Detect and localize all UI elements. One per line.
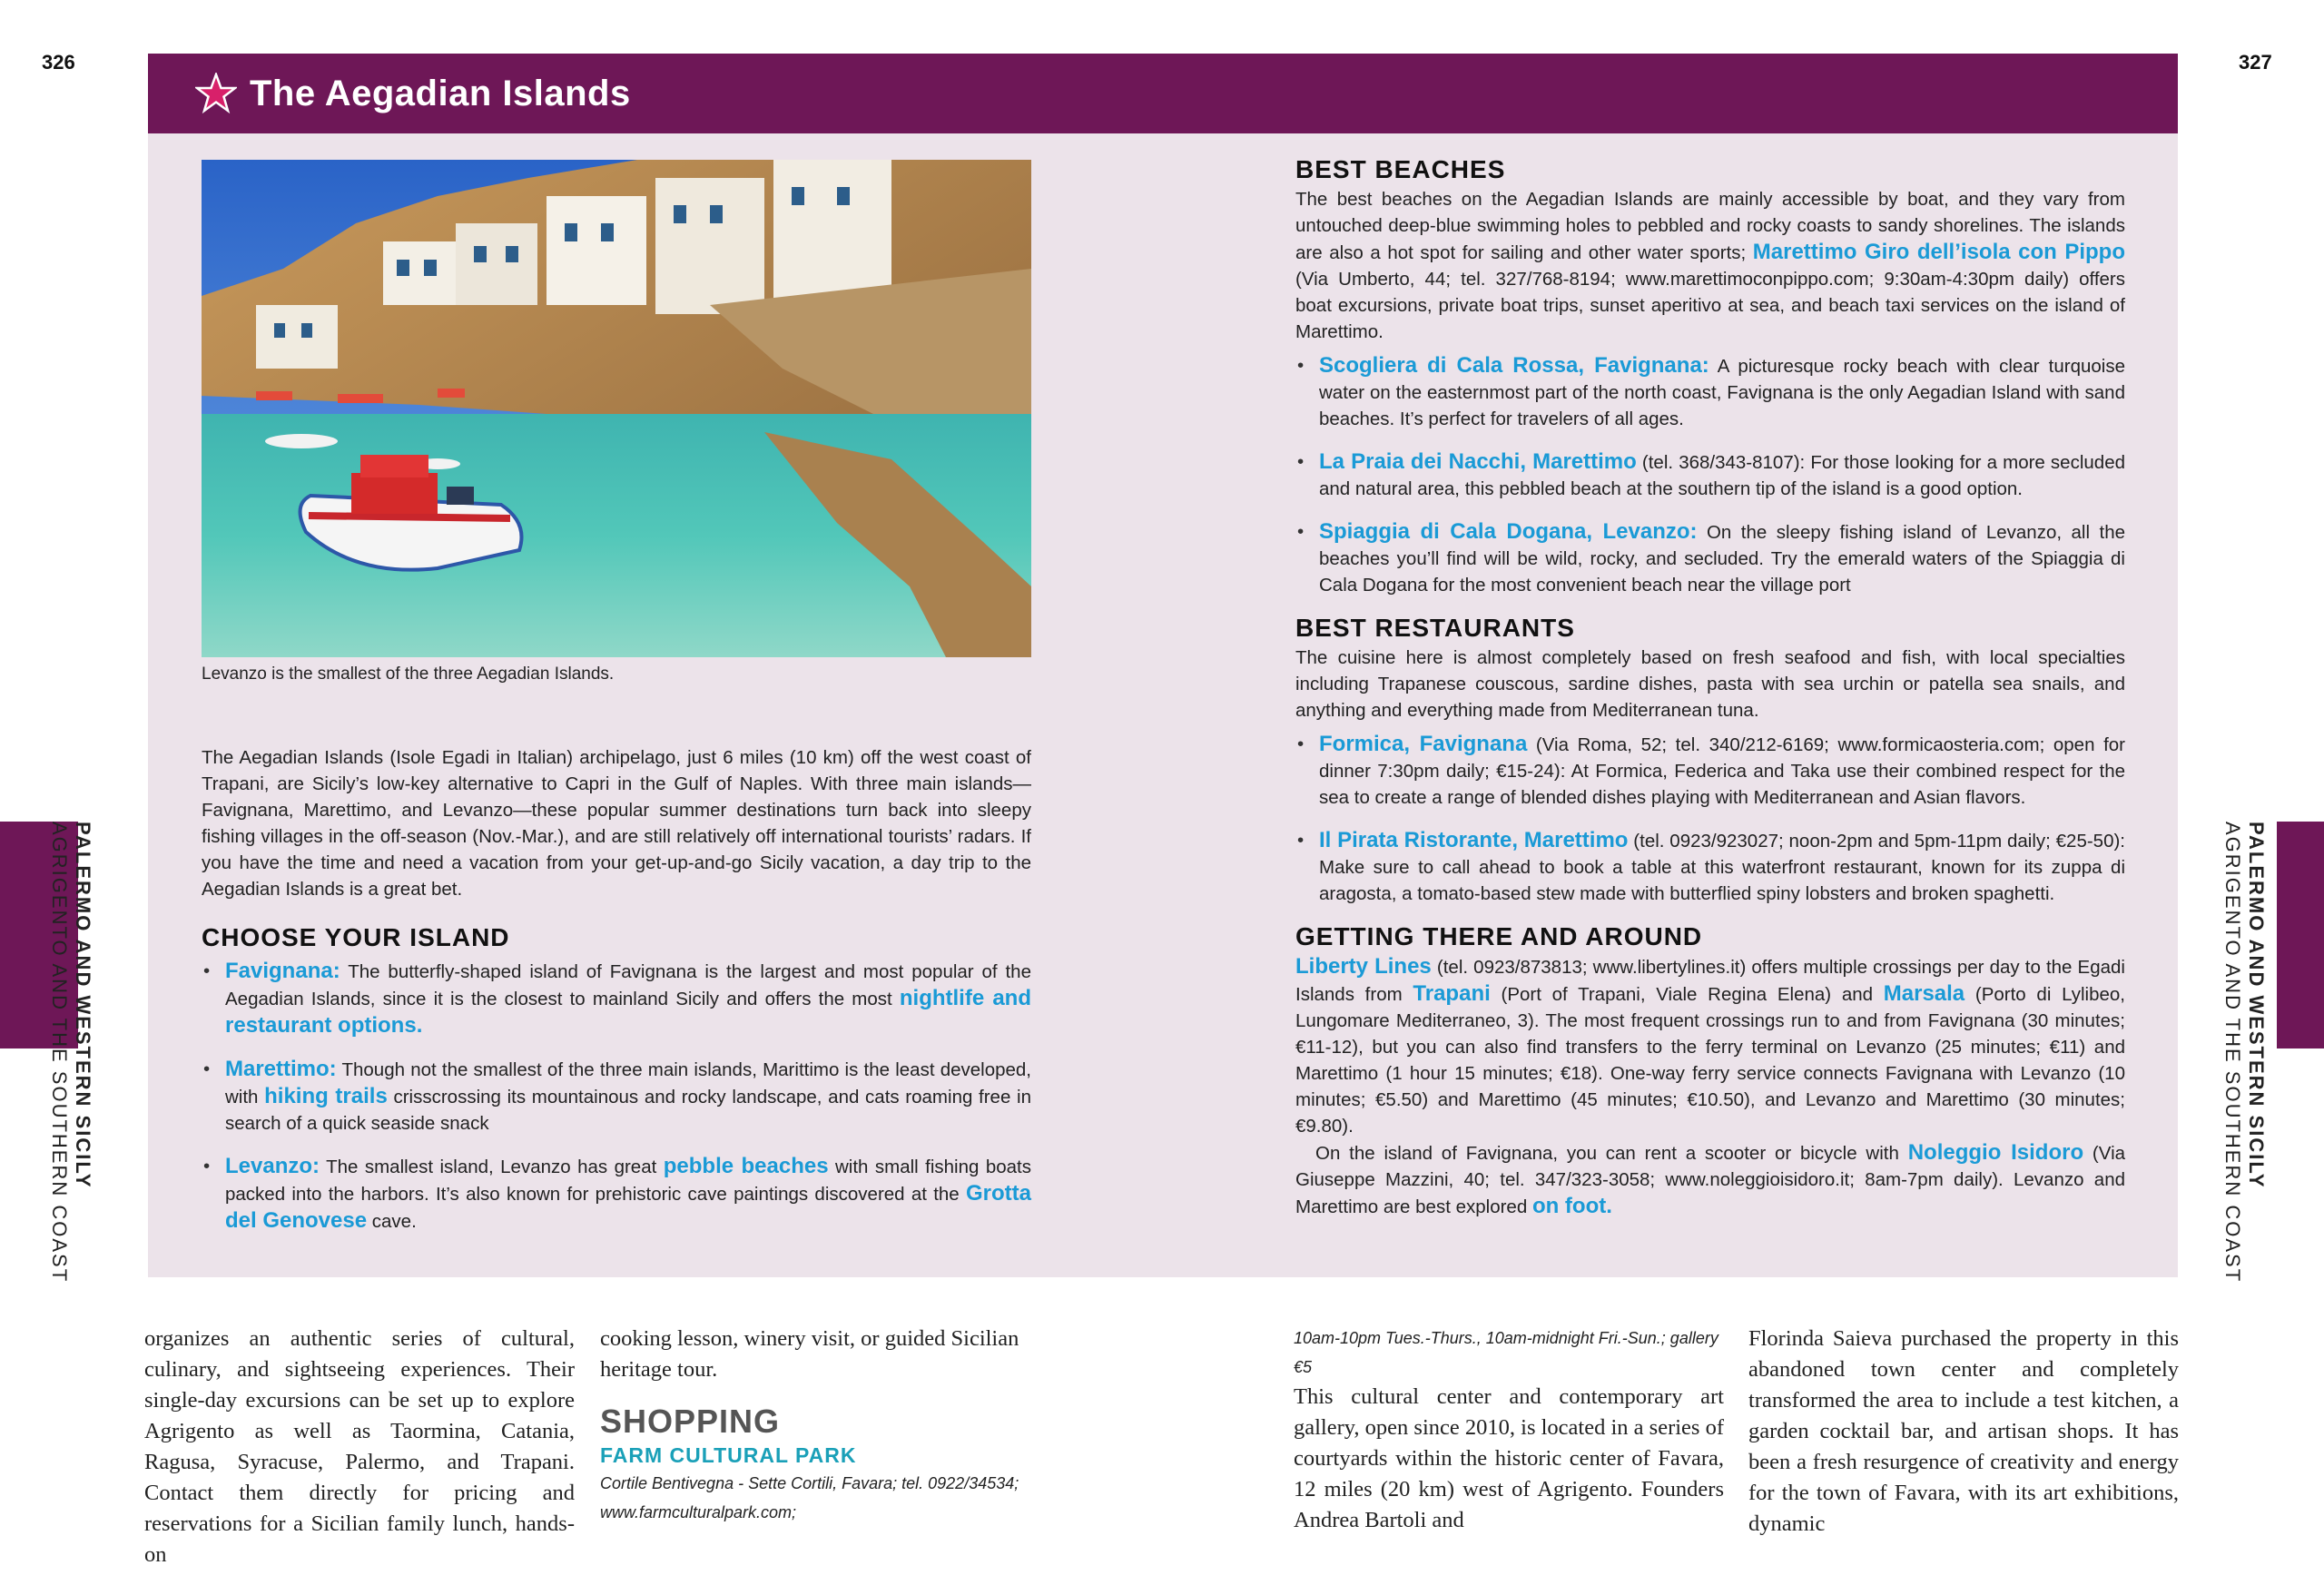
sidebar-right	[2221, 822, 2268, 1283]
bottom-col-2	[600, 1324, 1030, 1527]
item-text: cave.	[367, 1211, 417, 1232]
island-name[interactable]: Levanzo:	[225, 1154, 320, 1178]
item-text: (tel. 0923/923027; noon-2pm and 5pm-11pm daily; €25-50): Make sure to call ahead to book a table at this waterfront restaurant, known for its zuppa di aragosta, a tomato-based stew made with butterflied spiny lobsters and broken spaghetti.	[1319, 831, 2125, 904]
item-text: The smallest island, Levanzo has great	[320, 1157, 664, 1177]
beach-name[interactable]: La Praia dei Nacchi, Marettimo	[1319, 449, 1637, 474]
restaurant-name[interactable]: Il Pirata Ristorante, Marettimo	[1319, 828, 1629, 852]
hiking-link[interactable]: hiking trails	[264, 1084, 388, 1108]
bottom-col-4	[1748, 1324, 2179, 1540]
body-paragraph: cooking lesson, winery visit, or guided Sicilian heritage tour.	[600, 1326, 1019, 1382]
intro-paragraph: The Aegadian Islands (Isole Egadi in Italian) archipelago, just 6 miles (10 km) off the west coast of Trapani, are Sicily’s low-key alternative to Capri in the Gulf of Naples. With three main islands—Favignana, Marettimo, and Levanzo—these popular summer destinations turn back into sleepy fishing villages in the off-season (Nov.-Mar.), and are still relatively off international tourists’ radars. If you have the time and need a vacation from your get-up-and-go Sicily vacation, a day trip to the Aegadian Islands is a great bet.	[202, 747, 1031, 900]
left-column	[202, 744, 1031, 1251]
page-number-right: 327	[2239, 51, 2272, 74]
on-foot-link[interactable]: on foot.	[1531, 1194, 1612, 1218]
nightlife-link[interactable]: nightlife and restaurant options.	[225, 986, 1031, 1038]
beach-name[interactable]: Scogliera di Cala Rossa, Favignana:	[1319, 353, 1709, 378]
getting-heading: GETTING THERE AND AROUND	[1295, 922, 1703, 950]
liberty-lines-link[interactable]: Liberty Lines	[1295, 954, 1432, 979]
getting-text: (Porto di Lylibeo, Lungomare Mediterraneo, 3). The most frequent crossings run to and from Favignana (30 minutes; €11-12), but you can also find transfers to the ferry terminal on Levanzo (25 minutes; €11) and Marettimo (1 hour 15 minutes; €18). One-way ferry service connects Favignana with Levanzo (10 minutes; €5.50) and Marettimo (45 minutes; €10.50), and Levanzo and Marettimo (30 minutes; €9.80).	[1295, 984, 2125, 1137]
chapter-tab-right	[2277, 822, 2324, 1048]
getting-text: (Port of Trapani, Viale Regina Elena) and	[1490, 984, 1884, 1005]
page-number-left: 326	[42, 51, 75, 74]
beach-list	[1295, 352, 2125, 598]
sidebar-subtitle: AGRIGENTO AND THE SOUTHERN COAST	[48, 822, 71, 1284]
sidebar-title: PALERMO AND WESTERN SICILY	[2245, 822, 2268, 1189]
list-item	[202, 1056, 1031, 1137]
restaurants-intro: The cuisine here is almost completely based on fresh seafood and fish, with local specialties including Trapanese couscous, sardine dishes, pasta with sea urchin or patella sea snails, and anything and everything made from Mediterranean tuna.	[1295, 647, 2125, 721]
shopping-heading: SHOPPING	[600, 1403, 781, 1440]
body-paragraph: organizes an authentic series of cultural, culinary, and sightseeing experiences. Their single-day excursions can be set up to explore Agrigento as well as Taormina, Catania, Ragusa, Syracuse, Palermo, and Trapani. Contact them directly for pricing and reservations for a Sicilian family lunch, hands-on	[144, 1326, 575, 1567]
list-item	[202, 1153, 1031, 1235]
list-item	[1295, 352, 2125, 432]
grotta-link[interactable]: Grotta del Genovese	[225, 1181, 1031, 1233]
item-text: A picturesque rocky beach with clear turquoise water on the easternmost part of the north coast, Favignana is the only Aegadian Island with sand beaches. It’s perfect for travelers of all ages.	[1319, 356, 2125, 429]
restaurant-name[interactable]: Formica, Favignana	[1319, 732, 1528, 756]
list-item	[1295, 448, 2125, 502]
item-text: with small fishing boats packed into the harbors. It’s also known for prehistoric cave paintings discovered at the	[225, 1157, 1031, 1205]
getting-text: (Via Giuseppe Mazzini, 40; tel. 347/323-3058; www.noleggioisidoro.it; 8am-7pm daily). Levanzo and Marettimo are best explored	[1295, 1143, 2126, 1217]
photo-caption: Levanzo is the smallest of the three Aegadian Islands.	[202, 665, 615, 684]
list-item	[1295, 827, 2125, 907]
item-text: crisscrossing its mountainous and rocky landscape, and cats roaming free in search of a quick seaside snack	[225, 1087, 1031, 1134]
right-column	[1295, 156, 2125, 1220]
item-text: The butterfly-shaped island of Favignana is the largest and most popular of the Aegadian Islands, since it is the closest to mainland Sicily and offers the most	[225, 961, 1031, 1009]
restaurants-heading: BEST RESTAURANTS	[1295, 614, 1575, 642]
beaches-heading: BEST BEACHES	[1295, 155, 1506, 183]
body-paragraph: This cultural center and contemporary art gallery, open since 2010, is located in a series of courtyards within the historic center of Favara, 12 miles (20 km) west of Agrigento. Founders Andrea Bartoli and	[1294, 1384, 1724, 1532]
body-paragraph: Florinda Saieva purchased the property in this abandoned town center and completely transformed the area to include a test kitchen, a garden cocktail bar, and artisan shops. It has been a fresh resurgence of creativity and energy for the town of Favara, with its art exhibitions, dynamic	[1748, 1326, 2179, 1536]
list-item	[202, 958, 1031, 1039]
beaches-intro	[1295, 186, 2125, 345]
island-name[interactable]: Marettimo:	[225, 1057, 337, 1081]
place-name: FARM CULTURAL PARK	[600, 1443, 857, 1467]
place-info: Cortile Bentivegna - Sette Cortili, Favara; tel. 0922/34534; www.farmculturalpark.com;	[600, 1474, 1019, 1521]
beaches-text: (Via Umberto, 44; tel. 327/768-8194; www.marettimoconpippo.com; 9:30am-4:30pm daily) offers boat excursions, private boat trips, sunset aperitivo at sea, and beach taxi services on the island of Marettimo.	[1295, 269, 2125, 342]
island-name[interactable]: Favignana:	[225, 959, 340, 983]
banner-title: The Aegadian Islands	[250, 73, 631, 113]
restaurant-list	[1295, 731, 2125, 907]
pippo-link[interactable]: Marettimo Giro dell’isola con Pippo	[1752, 240, 2125, 264]
title-banner	[148, 54, 2178, 133]
sidebar-subtitle: AGRIGENTO AND THE SOUTHERN COAST	[2221, 822, 2244, 1284]
item-text: (tel. 368/343-8107): For those looking for a more secluded and natural area, this pebbled beach at the southern tip of the island is a good option.	[1319, 452, 2125, 499]
star-icon	[195, 73, 237, 114]
getting-paragraph-2	[1295, 1139, 2125, 1220]
getting-text: (tel. 0923/873813; www.libertylines.it) offers multiple crossings per day to the Egadi Islands from	[1295, 957, 2125, 1005]
list-item	[1295, 518, 2125, 598]
beach-name[interactable]: Spiaggia di Cala Dogana, Levanzo:	[1319, 519, 1698, 544]
beaches-text: The best beaches on the Aegadian Islands are mainly accessible by boat, and they vary from untouched deep-blue swimming holes to pebbled and rocky coasts to sandy shorelines. The islands are also a hot spot for sailing and other water sports;	[1295, 189, 2125, 263]
levanzo-photo	[202, 160, 1031, 657]
item-text: Though not the smallest of the three main islands, Marittimo is the least developed, with	[225, 1059, 1031, 1108]
noleggio-link[interactable]: Noleggio Isidoro	[1907, 1140, 2084, 1165]
choose-heading: CHOOSE YOUR ISLAND	[202, 923, 510, 951]
bottom-col-1	[144, 1324, 575, 1570]
trapani-link[interactable]: Trapani	[1413, 981, 1491, 1006]
pebble-link[interactable]: pebble beaches	[663, 1154, 829, 1178]
sidebar-left	[47, 822, 94, 1283]
list-item	[1295, 731, 2125, 811]
getting-paragraph	[1295, 953, 2125, 1139]
marsala-link[interactable]: Marsala	[1883, 981, 1965, 1006]
island-list	[202, 958, 1031, 1235]
place-hours: 10am-10pm Tues.-Thurs., 10am-midnight Fri.-Sun.; gallery €5	[1294, 1329, 1718, 1376]
getting-text: On the island of Favignana, you can rent a scooter or bicycle with	[1315, 1143, 1908, 1164]
sidebar-title: PALERMO AND WESTERN SICILY	[72, 822, 94, 1189]
item-text: (Via Roma, 52; tel. 340/212-6169; www.formicaosteria.com; open for dinner 7:30pm daily; €15-24): At Formica, Federica and Taka use their combined respect for the sea to create a range of blended dishes playing with Mediterranean and Asian flavors.	[1319, 734, 2125, 808]
bottom-col-3	[1294, 1324, 1724, 1536]
item-text: On the sleepy fishing island of Levanzo, all the beaches you’ll find will be wild, rocky, and secluded. Try the emerald waters of the Spiaggia di Cala Dogana for the most convenient beach near the village port	[1319, 522, 2125, 596]
